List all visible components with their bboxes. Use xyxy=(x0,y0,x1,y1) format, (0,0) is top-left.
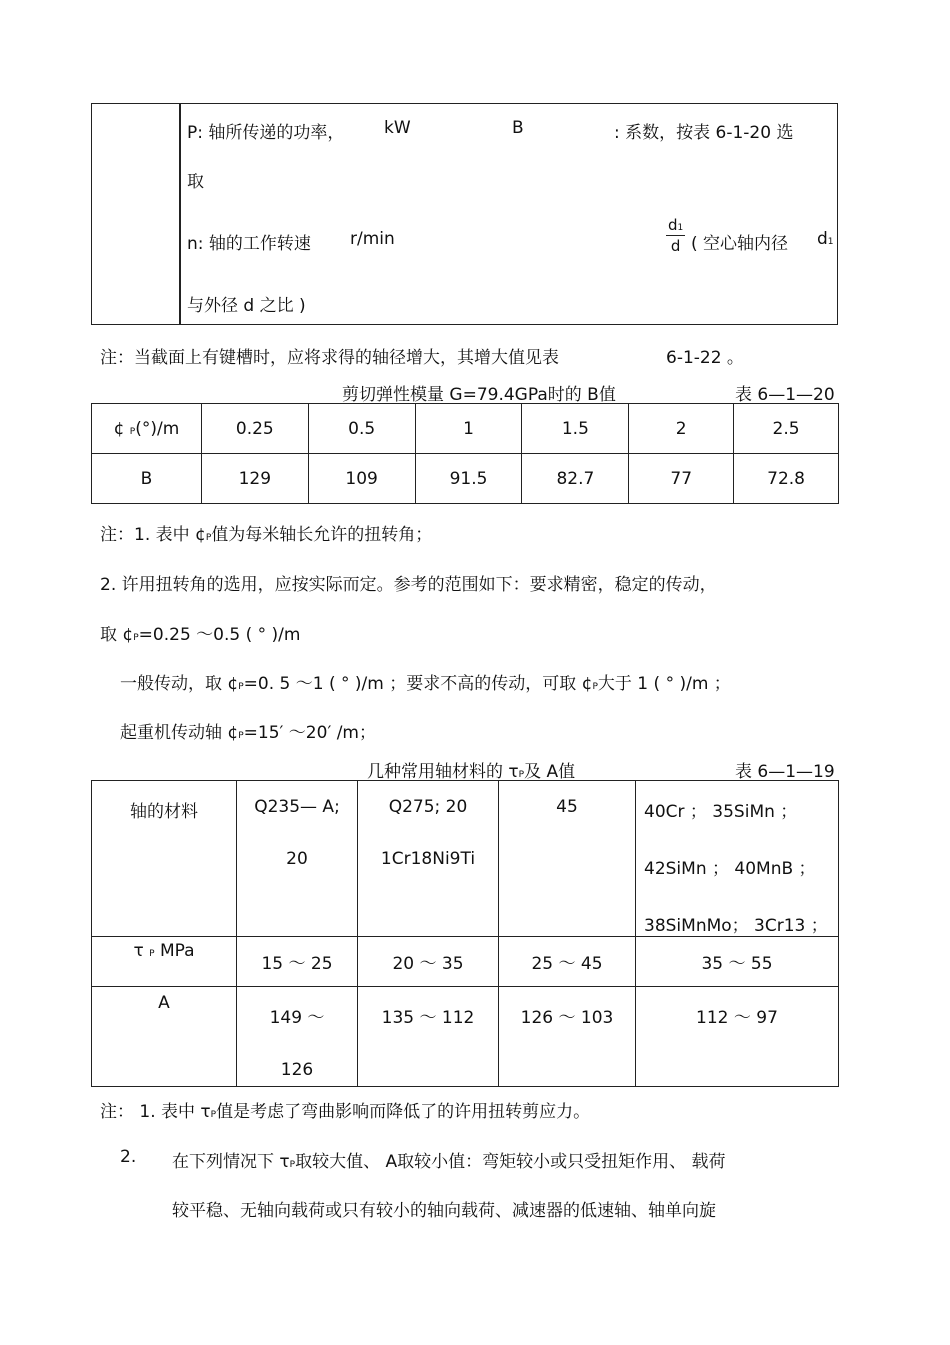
table1-cell: 77 xyxy=(629,454,734,504)
table1-header-cell: 1.5 xyxy=(522,404,629,454)
table1-number: 表 6—1—20 xyxy=(735,385,835,405)
table2-a-row xyxy=(92,987,839,1087)
table2-number: 表 6—1—19 xyxy=(735,762,835,782)
table1-cell: 91.5 xyxy=(415,454,522,504)
table1-cell: 109 xyxy=(308,454,415,504)
note2-line3: 较平稳、无轴向载荷或只有较小的轴向载荷、减速器的低速轴、轴单向旋 xyxy=(172,1201,716,1221)
note2-line2: 在下列情况下 τP取较大值、 A取较小值：弯矩较小或只受扭矩作用、 载荷 xyxy=(172,1152,726,1172)
table2-material-cell: Q275; 20 1Cr18Ni9Ti xyxy=(358,781,499,937)
note1-line1: 注：1. 表中 ¢P值为每米轴长允许的扭转角； xyxy=(100,525,433,545)
table1-header-cell: 1 xyxy=(415,404,522,454)
table2-a-cell: 149 ～ 126 xyxy=(237,987,358,1087)
table2-caption: 几种常用轴材料的 τP及 A值 xyxy=(367,762,576,782)
table1-caption: 剪切弹性模量 G=79.4GPa时的 B值 xyxy=(342,385,616,405)
definitions-box-divider xyxy=(179,104,181,324)
ratio-definition: ( 空心轴内径 xyxy=(691,234,789,254)
power-unit: kW xyxy=(384,118,411,138)
note1-line4: 一般传动，取 ¢P=0. 5 ～1 ( ° )/m ；要求不高的传动，可取 ¢P大于 1 ( ° )/m ； xyxy=(120,674,731,694)
keyslot-note: 注：当截面上有键槽时，应将求得的轴径增大，其增大值见表 xyxy=(100,348,559,368)
table2-material-row xyxy=(92,781,839,937)
table2-a-cell: 112 ～ 97 xyxy=(636,987,839,1087)
table2-material-cell: 45 xyxy=(499,781,636,937)
table2-material-cell: 40Cr ； 35SiMn ； 42SiMn ； 40MnB ； 38SiMnMo； 3Cr13 ； xyxy=(636,781,839,937)
table-shaft-materials xyxy=(91,780,839,1087)
table1-row-label: B xyxy=(92,454,202,504)
table1-header-cell: 0.5 xyxy=(308,404,415,454)
speed-definition: n: 轴的工作转速 xyxy=(187,234,311,254)
table2-tau-cell: 15 ～ 25 xyxy=(237,937,358,987)
table1-cell: 72.8 xyxy=(734,454,839,504)
table2-tau-cell: 35 ～ 55 xyxy=(636,937,839,987)
table-b-values xyxy=(91,403,839,504)
table1-header-label: ¢ P(°)/m xyxy=(92,404,202,454)
power-definition: P: 轴所传递的功率， xyxy=(187,123,345,143)
table1-header-row xyxy=(92,404,839,454)
table1-cell: 129 xyxy=(201,454,308,504)
table2-a-cell: 135 ～ 112 xyxy=(358,987,499,1087)
table1-header-cell: 2 xyxy=(629,404,734,454)
coefficient-definition-cont: 取 xyxy=(187,172,204,192)
note1-line5: 起重机传动轴 ¢P=15′ ～20′ /m； xyxy=(120,723,376,743)
note1-line3: 取 ¢P=0.25 ～0.5 ( ° )/m xyxy=(100,625,301,645)
table1-b-row xyxy=(92,454,839,504)
note2-item-number: 2. xyxy=(120,1147,137,1167)
table1-header-cell: 2.5 xyxy=(734,404,839,454)
table2-a-cell: 126 ～ 103 xyxy=(499,987,636,1087)
table2-row-label-a: A xyxy=(92,987,237,1087)
table2-material-cell: Q235— A; 20 xyxy=(237,781,358,937)
diameter-ratio-fraction: $\frac{d1}{d}$ xyxy=(668,216,684,255)
table2-row-label-material: 轴的材料 xyxy=(92,781,237,937)
keyslot-note-ref: 6-1-22 。 xyxy=(666,348,744,368)
inner-diameter-symbol: d1 xyxy=(817,229,834,249)
coefficient-symbol: B xyxy=(512,118,524,138)
note2-line1: 注： 1. 表中 τP值是考虑了弯曲影响而降低了的许用扭转剪应力。 xyxy=(100,1102,591,1122)
table2-tau-cell: 20 ～ 35 xyxy=(358,937,499,987)
note1-line2: 2. 许用扭转角的选用，应按实际而定。参考的范围如下：要求精密，稳定的传动， xyxy=(100,575,717,595)
speed-unit: r/min xyxy=(350,229,395,249)
coefficient-definition: : 系数，按表 6-1-20 选 xyxy=(614,123,794,143)
ratio-definition-cont: 与外径 d 之比 ) xyxy=(187,296,306,316)
table1-header-cell: 0.25 xyxy=(201,404,308,454)
table2-tau-row xyxy=(92,937,839,987)
table1-cell: 82.7 xyxy=(522,454,629,504)
table2-tau-cell: 25 ～ 45 xyxy=(499,937,636,987)
table2-row-label-tau: τ P MPa xyxy=(92,937,237,987)
